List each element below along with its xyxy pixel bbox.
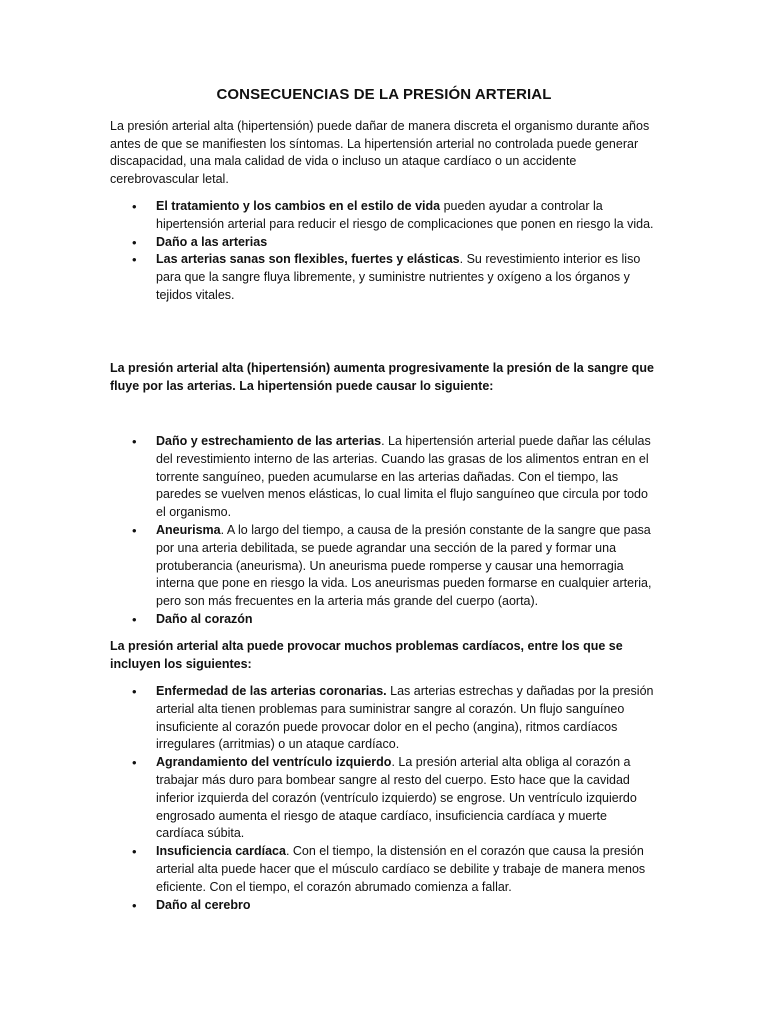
bullet-icon: • xyxy=(132,755,137,771)
item-text: . A lo largo del tiempo, a causa de la presión constante de la sangre que pasa por una arteria debilitada, se puede agrandar una sección de la pared y formar una protuberancia (aneurisma). Un aneurisma puede romperse y causar una hemorragia interna que pone en riesgo la vida. Los aneurismas pueden formarse en cualquier arteria, pero son más frecuentes en la arteria más grande del cuerpo (aorta). xyxy=(156,522,652,609)
bullet-icon: • xyxy=(132,252,137,268)
item-text: . Con el tiempo, la distensión en el corazón que causa la presión arterial alta puede hacer que el músculo cardíaco se debilite y trabaje de manera menos eficiente. Con el tiempo, el corazón abrumado comienza a fallar. xyxy=(156,844,646,894)
item-text: . Su revestimiento interior es liso para que la sangre fluya libremente, y suministre nutrientes y oxígeno a los órganos y tejidos vitales. xyxy=(156,252,641,302)
list-item xyxy=(110,433,655,522)
list-artery-damage xyxy=(110,433,655,629)
item-bold: Las arterias sanas son flexibles, fuertes y elásticas xyxy=(156,252,460,267)
intro-paragraph: La presión arterial alta (hipertensión) puede dañar de manera discreta el organismo durante años antes de que se manifiesten los síntomas. La hipertensión arterial no controlada puede generar discapacidad, una mala calidad de vida o incluso un ataque cardíaco o un accidente cerebrovascular letal. xyxy=(110,119,650,186)
item-text: . La hipertensión arterial puede dañar las células del revestimiento interno de las arterias. Cuando las grasas de los alimentos entran en el torrente sanguíneo, pueden acumularse en las arterias dañadas. Con el tiempo, las paredes se vuelven menos elásticas, lo cual limita el flujo sanguíneo que circula por todo el organismo. xyxy=(156,434,651,520)
bullet-icon: • xyxy=(132,844,137,860)
list-treatment xyxy=(110,198,655,305)
bullet-icon: • xyxy=(132,684,137,699)
list-item xyxy=(110,683,655,754)
item-bold: Enfermedad de las arterias coronarias. xyxy=(156,684,387,698)
list-item xyxy=(110,843,655,896)
item-bold: Daño al cerebro xyxy=(156,897,251,912)
document-title: CONSECUENCIAS DE LA PRESIÓN ARTERIAL xyxy=(216,86,552,103)
bullet-icon: • xyxy=(132,199,137,214)
bullet-icon: • xyxy=(132,434,137,449)
item-bold: Daño y estrechamiento de las arterias xyxy=(156,434,382,448)
list-item xyxy=(110,754,655,843)
list-item xyxy=(110,251,655,304)
item-bold: Daño a las arterias xyxy=(156,234,268,249)
item-text: Las arterias estrechas y dañadas por la presión arterial alta tienen problemas para suministrar sangre al corazón. Un flujo sanguíneo insuficiente al corazón puede provocar dolor en el pecho (angina), ritmos cardíacos irregulares (arritmias) o un ataque cardíaco. xyxy=(156,684,654,752)
list-heart-damage xyxy=(110,683,655,914)
list-item xyxy=(110,198,655,234)
item-bold: Daño al corazón xyxy=(156,611,253,626)
item-bold: El tratamiento y los cambios en el estilo de vida xyxy=(156,199,441,213)
bullet-icon: • xyxy=(132,897,137,913)
list-item xyxy=(110,522,655,611)
list-item xyxy=(110,234,655,252)
hypertension-paragraph: La presión arterial alta (hipertensión) aumenta progresivamente la presión de la sangre que fluye por las arterias. La hipertensión puede causar lo siguiente: xyxy=(110,361,654,393)
bullet-icon: • xyxy=(132,611,137,627)
item-bold: Aneurisma xyxy=(156,522,221,537)
list-item xyxy=(110,611,655,629)
item-text: . La presión arterial alta obliga al corazón a trabajar más duro para bombear sangre al resto del cuerpo. Esto hace que la cavidad inferior izquierda del corazón (ventrículo izquierdo) se engrose. Un ventrículo izquierdo engrosado aumenta el riesgo de ataque cardíaco, insuficiencia cardíaca y muerte cardíaca súbita. xyxy=(156,755,637,841)
item-bold: Insuficiencia cardíaca xyxy=(156,844,286,859)
bullet-icon: • xyxy=(132,522,137,538)
list-item xyxy=(110,897,655,915)
item-bold: Agrandamiento del ventrículo izquierdo xyxy=(156,755,392,770)
heart-problems-paragraph: La presión arterial alta puede provocar muchos problemas cardíacos, entre los que se incluyen los siguientes: xyxy=(110,639,623,671)
bullet-icon: • xyxy=(132,234,137,250)
item-text: pueden ayudar a controlar la hipertensión arterial para reducir el riesgo de complicaciones que ponen en riesgo la vida. xyxy=(156,199,654,231)
